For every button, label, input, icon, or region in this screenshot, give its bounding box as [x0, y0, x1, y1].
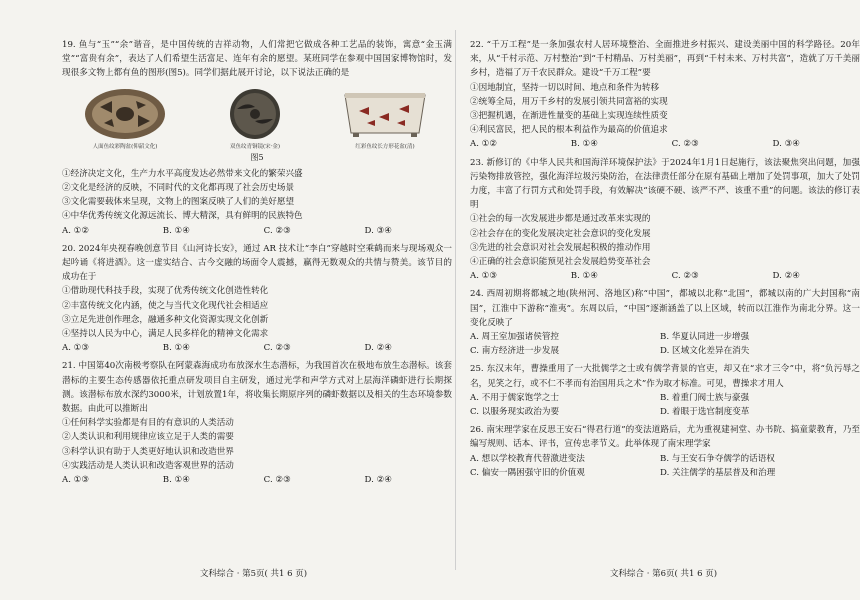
q23-choice-d: D. ②④: [772, 271, 800, 282]
q20-option-1: ①借助现代科技手段，实现了优秀传统文化创造性转化: [62, 286, 269, 297]
figure-bronze-mirror: [200, 87, 310, 151]
figure-caption-2: 双鱼纹青铜镜(宋·金): [229, 143, 281, 150]
q24-choice-c: C. 南方经济进一步发展: [470, 346, 560, 357]
question-25: [470, 362, 860, 419]
question-26: [470, 423, 860, 480]
q24-choice-b: B. 华夏认同进一步增强: [660, 332, 750, 343]
pottery-basin-image: [82, 87, 168, 141]
question-22: [470, 38, 860, 152]
q20-choice-b: B. ①④: [162, 343, 190, 354]
left-page: [62, 38, 452, 491]
question-23-stem: 23. 新修订的《中华人民共和国海洋环境保护法》于2024年1月1日起施行，该法聚焦突出问题，加强污染物排放管控，强化海洋垃圾污染防治，在法律责任部分在原有基础上增加了处罚事项，加大了处罚力度，丰富了行罚方式和处罚手段，有效解决“该硬不硬、该严不严、该重不重”的问题。该法的修订表明: [470, 157, 860, 211]
q19-option-1: ①经济决定文化，生产力水平高度发达必然带来文化的繁荣兴盛: [62, 168, 303, 179]
q20-option-4: ④坚持以人民为中心，满足人民多样化的精神文化需求: [62, 329, 269, 340]
q26-choice-b: B. 与王安石争夺儒学的话语权: [660, 453, 775, 464]
q21-option-3: ③科学认识有助于人类更好地认识和改造世界: [62, 446, 234, 457]
q22-choice-a: A. ①②: [470, 139, 498, 150]
q26-choice-d: D. 关注儒学的基层普及和治理: [660, 467, 776, 478]
right-page-footer: 文科综合 · 第6页( 共1 6 页): [610, 569, 718, 579]
q19-option-4: ④中华优秀传统文化源远流长、博大精深，具有鲜明的民族特色: [62, 211, 303, 222]
question-22-stem: 22. “千万工程”是一条加强农村人居环境整治、全面推进乡村振兴、建设美丽中国的科学路径。20年来，从“千村示范、万村整治”到“千村精品、万村美丽”，再到“千村未来、万村共富”，造就了万千美丽乡村，造福了万千农民群众。建设“千万工程”要: [470, 40, 860, 79]
q23-option-4: ④正确的社会意识能预见社会发展趋势变革社会: [470, 257, 651, 268]
figure-caption-1: 人面鱼纹彩陶盆(仰韶文化): [92, 143, 158, 150]
q21-choice-b: B. ①④: [162, 475, 190, 486]
q22-option-2: ②统筹全局，用万千乡村的发展引领共同富裕的实现: [470, 96, 668, 107]
figure-label: 图5: [250, 152, 264, 162]
q21-choice-c: C. ②③: [263, 475, 291, 486]
question-21: [62, 359, 452, 487]
question-24: [470, 287, 860, 358]
q25-choice-d: D. 着眼于选官制度变革: [660, 407, 750, 418]
question-21-stem: 21. 中国第40次南极考察队在阿蒙森海成功布放深水生态潜标，为我国首次在极地布放生态潜标。该套潜标的主要生态传感器依托重点研发项目自主研发，通过光学和声学方式对上层海洋磷虾进行长期探测。该潜标布放水深约3000米，计划放置1年，将收集长期原序列的磷虾数据以及相关的生态环境参数数据。由此可以推断出: [62, 361, 452, 415]
q20-choice-c: C. ②③: [263, 343, 291, 354]
figure-painted-pottery-basin: [70, 87, 180, 151]
q19-option-2: ②文化是经济的反映，不同时代的文化都再现了社会历史场景: [62, 183, 295, 194]
q21-option-2: ②人类认识和利用规律应该立足于人类的需要: [62, 432, 234, 443]
q21-option-1: ①任何科学实验都是有目的有意识的人类活动: [62, 418, 234, 429]
question-24-stem: 24. 西周初期将都城之地(陕州河、洛地区)称“中国”，都城以北称“北国”，都城以南的广大封国称“南国”，江淮中下游称“淮夷”。东周以后，“中国”逐渐涵盖了以上区域，转而以江淮作为南北分界。这一变化反映了: [470, 289, 860, 328]
q22-option-3: ③把握机遇，在渐进性量变的基础上实现连续性质变: [470, 111, 668, 122]
q25-choice-b: B. 着重门阀士族与豪强: [660, 392, 750, 403]
q24-choice-a: A. 周王室加强诸侯管控: [470, 332, 560, 343]
q20-choices: [62, 341, 392, 355]
question-19-figures: [70, 87, 440, 151]
q26-choices: [470, 452, 830, 480]
q23-choices: [470, 269, 800, 283]
q19-choice-a: A. ①②: [62, 225, 90, 236]
q26-choice-c: C. 偏安一隅困强守旧的价值观: [470, 467, 585, 478]
q22-choice-b: B. ①④: [570, 139, 598, 150]
q19-choice-d: D. ③④: [364, 225, 392, 236]
question-26-stem: 26. 南宋理学家在反思王安石“得君行道”的变法道路后，尤为重视建祠堂、办书院、搞童蒙教育，乃至编写规则、话本、评书，宣传忠孝节义。此举体现了南宋理学家: [470, 425, 860, 450]
q19-choice-c: C. ②③: [263, 225, 291, 236]
q22-choice-c: C. ②③: [671, 139, 699, 150]
q24-choices: [470, 330, 830, 358]
q20-option-2: ②丰富传统文化内涵，使之与当代文化现代社会相适应: [62, 300, 269, 311]
q19-choice-b: B. ①④: [162, 225, 190, 236]
flower-pot-image: [339, 87, 431, 141]
q19-option-3: ③文化需要载体来呈现，文物上的图案反映了人们的美好愿望: [62, 197, 295, 208]
q25-choice-c: C. 以服务现实政治为要: [470, 407, 560, 418]
q24-choice-d: D. 区域文化差异在消失: [660, 346, 750, 357]
q25-choice-a: A. 不用于儒家饱学之士: [470, 392, 560, 403]
q22-option-1: ①因地制宜，坚持一切以时间、地点和条件为转移: [470, 82, 660, 93]
q23-choice-a: A. ①③: [470, 271, 498, 282]
q26-choice-a: A. 想以学校教育代替激进变法: [470, 453, 585, 464]
right-page: [470, 38, 860, 484]
bronze-mirror-image: [225, 87, 285, 141]
left-page-footer: 文科综合 · 第5页( 共1 6 页): [200, 569, 308, 579]
question-23: [470, 156, 860, 284]
question-20-stem: 20. 2024年央视春晚创意节目《山河诗长安》，通过 AR 技术让“李白”穿越时空乘鹤而来与现场观众一起吟诵《将进酒》。这一虚实结合、古今交融的场面令人震撼，赢得无数观众的共情与赞美。该节目的成功在于: [62, 243, 452, 283]
figure-caption-3: 红彩鱼纹长方形花盆(清): [355, 143, 415, 150]
question-19-stem: 19. 鱼与“玉”“余”谐音，是中国传统的吉祥动物，人们常把它做成各种工艺品的装饰，寓意“金玉满堂”“富贵有余”，表达了人们希望生活富足、连年有余的愿望。某班同学在参观中国国家博物馆时，发现很多文物上都有鱼的图形(图5)。同学们据此展开讨论，以下说法正确的是: [62, 40, 452, 79]
q22-option-4: ④利民富民，把人民的根本利益作为最高的价值追求: [470, 125, 668, 136]
q20-choice-a: A. ①③: [62, 343, 90, 354]
q21-choices: [62, 473, 392, 487]
page-divider: [455, 30, 456, 570]
q21-option-4: ④实践活动是人类认识和改造客观世界的活动: [62, 460, 234, 471]
q23-choice-b: B. ①④: [570, 271, 598, 282]
q23-choice-c: C. ②③: [671, 271, 699, 282]
q23-option-3: ③先进的社会意识对社会发展起积极的推动作用: [470, 242, 651, 253]
q23-option-1: ①社会的每一次发展进步都是通过改革来实现的: [470, 214, 651, 225]
q25-choices: [470, 391, 830, 419]
q20-option-3: ③立足先进创作理念，融通多种文化资源实现文化创新: [62, 314, 269, 325]
question-19: [62, 38, 452, 238]
q19-choices: [62, 224, 392, 238]
q22-choices: [470, 137, 800, 151]
q21-choice-d: D. ②④: [364, 475, 392, 486]
q22-choice-d: D. ③④: [772, 139, 800, 150]
figure-flower-pot: [330, 87, 440, 151]
q21-choice-a: A. ①③: [62, 475, 90, 486]
question-20: [62, 242, 452, 356]
question-25-stem: 25. 东汉末年，曹操重用了一大批儒学之士或有儒学背景的官吏，却又在“求才三令”中，将“负污辱之名，见笑之行，或不仁不孝而有治国用兵之术”作为取才标准。可见，曹操求才用人: [470, 364, 860, 389]
q23-option-2: ②社会存在的变化发展决定社会意识的变化发展: [470, 228, 651, 239]
q20-choice-d: D. ②④: [364, 343, 392, 354]
